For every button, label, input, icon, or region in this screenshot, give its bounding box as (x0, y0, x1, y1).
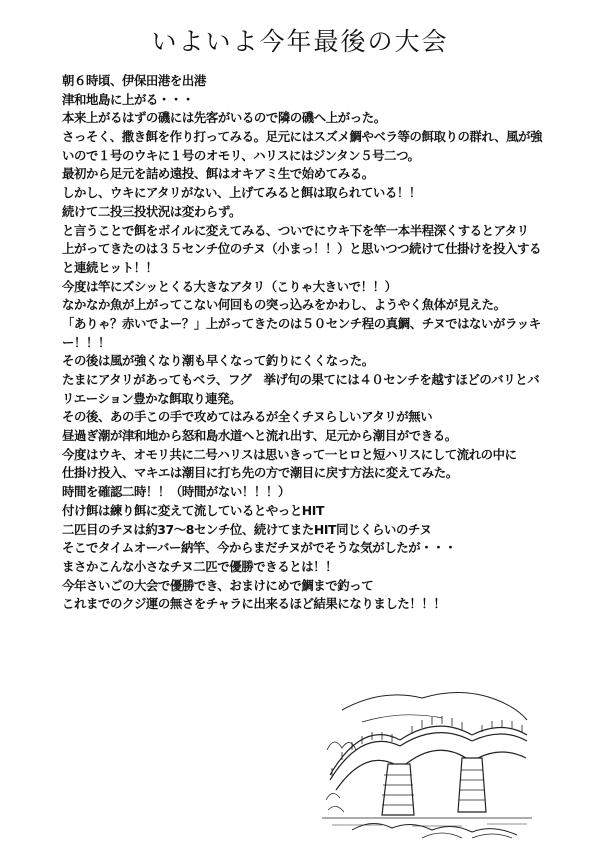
document-line: 昼過ぎ潮が津和地から怒和島水道へと流れ出す、足元から潮目ができる。 (62, 428, 457, 444)
document-line: 今年さいごの大会で優勝でき、おまけにめで鯛まで釣って (62, 577, 374, 593)
document-line: さっそく、撒き餌を作り打ってみる。足元にはスズメ鯛やベラ等の餌取りの群れ、風が強 (62, 129, 543, 145)
document-line: まさかこんな小さなチヌ二匹で優勝できるとは！！ (62, 558, 338, 574)
document-line: 朝６時頃、伊保田港を出港 (62, 73, 206, 88)
document-body (62, 72, 582, 614)
bridge-illustration (322, 680, 532, 840)
document-line: 「ありゃ？赤いでよー？」上がってきたのは５０センチ程の真鯛、チヌではないがラッキ (62, 315, 541, 331)
document-line: と言うことで餌をボイルに変えてみる、ついでにウキ下を竿一本半程深くするとアタリ (62, 222, 529, 238)
document-line: リエーション豊かな餌取り連発。 (62, 390, 242, 406)
document-line: これまでのクジ運の無さをチャラに出来るほど結果になりました！！！ (62, 596, 446, 612)
document-line: その後、あの手この手で攻めてはみるが全くチヌらしいアタリが無い (62, 409, 433, 425)
document-line: 続けて二投三投状況は変わらず。 (62, 203, 241, 219)
document-line: 付け餌は練り餌に変えて流しているとやっとHIT (62, 502, 325, 518)
document-line: 上がってきたのは３５センチ位のチヌ（小まっ！！）と思いつつ続けて仕掛けを投入する (62, 241, 542, 257)
document-line: たまにアタリがあってもベラ、フグ 挙げ句の果てには４０センチを越すほどのバリとバ (62, 372, 540, 387)
document-line: 今度はウキ、オモリ共に二号ハリスは思いきって一ヒロと短ハリスにして流れの中に (62, 446, 517, 462)
document-line: そこでタイムオーバー納竿、今からまだチヌがでそうな気がしたが・・・ (62, 540, 457, 556)
document-line: 本来上がるはずの磯には先客がいるので隣の磯へ上がった。 (62, 110, 386, 126)
document-title: いよいよ今年最後の大会 (151, 27, 449, 56)
document-line: ー！！！ (62, 334, 110, 350)
document-line: なかなか魚が上がってこない何回もの突っ込みをかわし、ようやく魚体が見えた。 (62, 297, 506, 313)
document-line: 時間を確認二時！！（時間がない！！！） (62, 484, 290, 500)
document-line: 今度は竿にズシッとくる大きなアタリ（こりゃ大きいで！！） (62, 278, 397, 294)
document-line: その後は風が強くなり潮も早くなって釣りにくくなった。 (62, 353, 374, 369)
document-line: 二匹目のチヌは約37～8センチ位、続けてまたHIT同じくらいのチヌ (62, 521, 432, 537)
document-line: と連続ヒット！！ (62, 259, 158, 275)
document-line: いので１号のウキに１号のオモリ、ハリスにはジンタン５号二つ。 (62, 147, 420, 163)
document-line: 仕掛け投入、マキエは潮目に打ち先の方で潮目に戻す方法に変えてみた。 (62, 465, 458, 481)
document-line: 津和地島に上がる・・・ (62, 91, 194, 107)
document-line: 最初から足元を詰め遠投、餌はオキアミ生で始めてみる。 (62, 166, 374, 182)
document-line: しかし、ウキにアタリがない、上げてみると餌は取られている！！ (62, 185, 421, 201)
